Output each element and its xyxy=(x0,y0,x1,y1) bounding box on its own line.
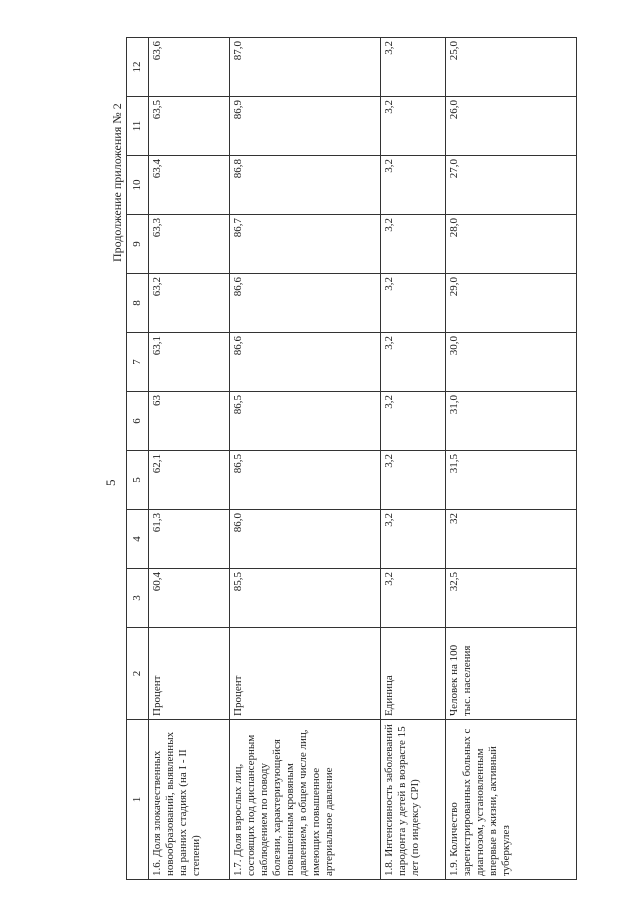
header-cell: 4 xyxy=(127,510,149,569)
value-cell: 28,0 xyxy=(446,215,577,274)
indicators-table xyxy=(126,37,577,880)
table-row xyxy=(149,38,230,880)
value-cell: 61,3 xyxy=(149,510,230,569)
header-cell: 2 xyxy=(127,628,149,720)
unit-cell: Процент xyxy=(230,628,381,720)
value-cell: 31,0 xyxy=(446,392,577,451)
table-row xyxy=(381,38,446,880)
header-cell: 1 xyxy=(127,720,149,880)
value-cell: 63,1 xyxy=(149,333,230,392)
indicator-name-cell: 1.7. Доля взрослых лиц, состоящих под диспансерным наблюдением по поводу болезни, характеризующейся повышенным кровяным давлением, в общем числе лиц, имеющих повышенное артериальное давление xyxy=(230,720,381,880)
unit-cell: Единица xyxy=(381,628,446,720)
value-cell: 3,2 xyxy=(381,156,446,215)
unit-cell: Человек на 100 тыс. населения xyxy=(446,628,577,720)
value-cell: 86,6 xyxy=(230,274,381,333)
header-cell: 12 xyxy=(127,38,149,97)
value-cell: 86,8 xyxy=(230,156,381,215)
value-cell: 3,2 xyxy=(381,38,446,97)
page-number: 5 xyxy=(103,479,118,486)
value-cell: 63,4 xyxy=(149,156,230,215)
value-cell: 32 xyxy=(446,510,577,569)
header-cell: 9 xyxy=(127,215,149,274)
header-cell: 7 xyxy=(127,333,149,392)
header-cell: 6 xyxy=(127,392,149,451)
value-cell: 3,2 xyxy=(381,392,446,451)
value-cell: 31,5 xyxy=(446,451,577,510)
value-cell: 3,2 xyxy=(381,451,446,510)
value-cell: 86,5 xyxy=(230,392,381,451)
value-cell: 63 xyxy=(149,392,230,451)
value-cell: 86,7 xyxy=(230,215,381,274)
value-cell: 63,6 xyxy=(149,38,230,97)
value-cell: 87,0 xyxy=(230,38,381,97)
appendix-caption: Продолжение приложения № 2 xyxy=(110,103,124,262)
value-cell: 63,2 xyxy=(149,274,230,333)
value-cell: 3,2 xyxy=(381,510,446,569)
value-cell: 63,5 xyxy=(149,97,230,156)
value-cell: 86,9 xyxy=(230,97,381,156)
header-row xyxy=(127,38,149,880)
indicator-name-cell: 1.8. Интенсивность заболеваний пародонта у детей в возрасте 15 лет (по индексу СPI) xyxy=(381,720,446,880)
value-cell: 63,3 xyxy=(149,215,230,274)
header-cell: 8 xyxy=(127,274,149,333)
value-cell: 86,6 xyxy=(230,333,381,392)
value-cell: 3,2 xyxy=(381,569,446,628)
header-cell: 10 xyxy=(127,156,149,215)
value-cell: 30,0 xyxy=(446,333,577,392)
value-cell: 85,5 xyxy=(230,569,381,628)
indicator-name-cell: 1.9. Количество зарегистрированных больных с диагнозом, установленным впервые в жизни, активный туберкулез xyxy=(446,720,577,880)
value-cell: 25,0 xyxy=(446,38,577,97)
value-cell: 3,2 xyxy=(381,333,446,392)
table-body xyxy=(127,38,577,880)
value-cell: 3,2 xyxy=(381,274,446,333)
value-cell: 32,5 xyxy=(446,569,577,628)
header-cell: 5 xyxy=(127,451,149,510)
table-row xyxy=(230,38,381,880)
table-row xyxy=(446,38,577,880)
value-cell: 26,0 xyxy=(446,97,577,156)
unit-cell: Процент xyxy=(149,628,230,720)
value-cell: 62,1 xyxy=(149,451,230,510)
value-cell: 27,0 xyxy=(446,156,577,215)
header-cell: 3 xyxy=(127,569,149,628)
value-cell: 86,5 xyxy=(230,451,381,510)
indicator-name-cell: 1.6. Доля злокачественных новообразований, выявленных на ранних стадиях (на I - II степени) xyxy=(149,720,230,880)
value-cell: 86,0 xyxy=(230,510,381,569)
header-cell: 11 xyxy=(127,97,149,156)
value-cell: 29,0 xyxy=(446,274,577,333)
value-cell: 60,4 xyxy=(149,569,230,628)
value-cell: 3,2 xyxy=(381,97,446,156)
value-cell: 3,2 xyxy=(381,215,446,274)
rotated-table-wrapper xyxy=(126,38,576,880)
